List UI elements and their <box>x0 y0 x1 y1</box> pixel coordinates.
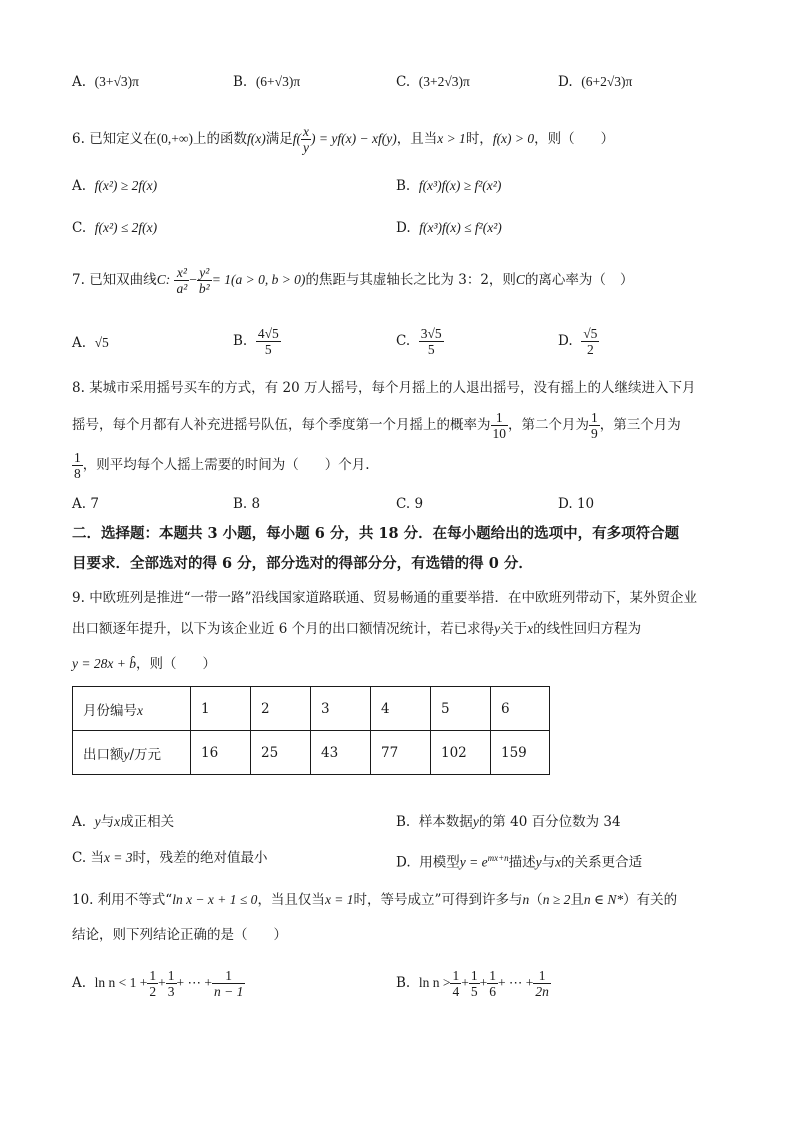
option-text: f(x³)f(x) ≤ f²(x²) <box>419 220 502 235</box>
fraction-denominator: b² <box>198 281 210 296</box>
option-key: A. <box>72 178 87 194</box>
option-text: 样本数据 <box>418 814 473 830</box>
math-cond: n ∈ N* <box>583 892 624 907</box>
math-fraction <box>491 410 509 441</box>
option-key: B. <box>396 178 411 194</box>
question-number: 9. <box>72 590 85 606</box>
math-cond: f(x) > 0 <box>492 131 535 146</box>
stem-text: ） <box>600 131 615 147</box>
math-fraction <box>487 968 498 999</box>
math-eq: y = 28x + b̂ <box>72 656 136 671</box>
math-var: x <box>555 854 562 870</box>
stem-text: ，且当 <box>396 131 438 147</box>
option-fraction <box>256 326 281 357</box>
q9-line-1 <box>72 588 697 608</box>
option-key: A. <box>72 496 87 512</box>
math-op: − <box>189 272 197 287</box>
math-fraction <box>301 124 311 155</box>
option-key: D. <box>558 496 573 512</box>
option-text: (6+√3)π <box>255 74 301 89</box>
q8-line-3 <box>72 446 370 484</box>
stem-text: 出口额逐年提升，以下为该企业近 6 个月的出口额情况统计，若已求得 <box>72 621 495 637</box>
option-key: D. <box>558 74 573 90</box>
math-var: y <box>472 814 479 829</box>
q8-option-d <box>558 494 594 514</box>
option-key: A. <box>72 74 87 90</box>
fraction-denominator: n − 1 <box>213 984 244 999</box>
q10-line-2 <box>72 925 287 945</box>
math-c: C <box>515 272 525 287</box>
stem-text: 结论，则下列结论正确的是（ <box>72 927 248 943</box>
option-key: C. <box>72 220 87 236</box>
option-text: 当 <box>90 850 104 866</box>
fraction-denominator: 4 <box>452 984 460 999</box>
option-key: C. <box>396 496 411 512</box>
table-cell: 5 <box>431 687 491 731</box>
option-key: A. <box>72 814 87 830</box>
fraction-denominator: 5 <box>264 342 272 357</box>
section-2-heading: 二．选择题：本题共 3 小题，每小题 6 分，共 18 分．在每小题给出的选项中，有多项符合题 <box>72 525 680 542</box>
stem-text: ）有关的 <box>623 892 678 908</box>
stem-text: ） <box>202 656 216 672</box>
math-cond: n ≥ 2 <box>542 892 571 907</box>
math-fraction <box>147 968 158 999</box>
q10-option-a <box>72 964 245 1002</box>
q7-option-d <box>558 322 599 360</box>
fraction-denominator: 3 <box>167 984 175 999</box>
math-fraction <box>197 265 212 296</box>
q7-stem <box>72 264 633 296</box>
table-cell: 3 <box>311 687 371 731</box>
math-fraction <box>450 968 461 999</box>
q6-option-a <box>72 176 157 196</box>
stem-text: ） <box>273 927 287 943</box>
stem-text: ，则（ <box>135 656 177 672</box>
option-text: 9 <box>414 496 424 512</box>
fraction-denominator: 5 <box>427 342 435 357</box>
fraction-denominator: 2 <box>149 984 157 999</box>
math-fraction <box>166 968 177 999</box>
q5-option-d <box>558 72 632 92</box>
math-fraction <box>212 968 245 999</box>
header-text: 出口额 <box>83 746 124 763</box>
math-ineq: ln x − x + 1 ≤ 0 <box>172 892 258 907</box>
header-text: /万元 <box>129 746 162 763</box>
option-key: B. <box>396 814 411 830</box>
math-fraction <box>72 450 83 481</box>
option-text: 与 <box>541 854 556 871</box>
table-cell: 159 <box>491 731 550 775</box>
fraction-denominator: y <box>303 140 310 155</box>
table-cell: 77 <box>371 731 431 775</box>
option-key: B. <box>233 496 248 512</box>
fraction-numerator: 3√5 <box>420 326 442 341</box>
table-cell: 6 <box>491 687 550 731</box>
stem-text: 时， <box>465 131 493 147</box>
option-text: (3+2√3)π <box>418 74 470 89</box>
q9-option-d <box>396 848 642 873</box>
stem-text: 中欧班列是推进“一带一路”沿线国家道路联通、贸易畅通的重要举措．在中欧班列带动下，某外贸企业 <box>89 590 697 606</box>
math-eq: = 1(a > 0, b > 0) <box>211 272 306 287</box>
stem-text: 已知定义在 <box>89 131 157 147</box>
fraction-numerator: √5 <box>583 326 598 341</box>
math-fraction <box>469 968 480 999</box>
math-eq: f( <box>292 131 302 146</box>
table-cell: 4 <box>371 687 431 731</box>
stem-text: 上的函数 <box>193 131 248 147</box>
fraction-numerator: 1 <box>149 968 157 983</box>
math-eq: ) = yf(x) − xf(y) <box>311 131 397 146</box>
option-fraction <box>581 326 599 357</box>
option-text: f(x²) ≤ 2f(x) <box>94 220 158 235</box>
q5-option-b <box>233 72 300 92</box>
q9-line-2 <box>72 619 641 639</box>
fraction-numerator: x² <box>174 265 189 281</box>
fraction-numerator: 4√5 <box>257 326 279 341</box>
math-var: y <box>535 854 542 870</box>
stem-text: ，当且仅当 <box>257 892 325 908</box>
q9-option-a <box>72 812 174 832</box>
fraction-numerator: 1 <box>533 968 551 984</box>
stem-text: ，第三个月为 <box>599 417 681 433</box>
q5-option-a <box>72 72 139 92</box>
option-text: 用模型 <box>419 854 460 871</box>
math-eq: x = 1 <box>324 892 354 907</box>
fraction-denominator: 5 <box>470 984 478 999</box>
option-text: √5 <box>94 335 109 350</box>
table-cell: 2 <box>251 687 311 731</box>
fraction-denominator: a² <box>176 281 188 296</box>
fraction-denominator: 6 <box>489 984 496 999</box>
q8-line-2 <box>72 406 681 444</box>
math-eq: x = 3 <box>103 850 133 865</box>
stem-text: 且 <box>570 892 584 908</box>
math-domain: (0,+∞) <box>156 131 194 146</box>
math-var: x <box>114 814 121 829</box>
q6-option-b <box>396 176 501 196</box>
export-data-table <box>72 686 550 775</box>
q8-option-a <box>72 494 99 514</box>
math-var: x <box>527 621 534 636</box>
header-var: y <box>123 746 130 762</box>
table-cell: 1 <box>191 687 251 731</box>
stem-text: 摇号，每个月都有人补充进摇号队伍，每个季度第一个月摇上的概率为 <box>72 417 491 433</box>
option-text: 7 <box>90 496 99 512</box>
q9-option-c <box>72 848 268 868</box>
math-cond: x > 1 <box>437 131 466 146</box>
fraction-numerator: 1 <box>167 968 175 983</box>
stem-text: 某城市采用摇号买车的方式，有 20 万人摇号，每个月摇上的人退出摇号，没有摇上的人继续进入下月 <box>89 380 696 396</box>
fraction-numerator: 1 <box>212 968 245 984</box>
stem-text: ）个月. <box>324 457 370 473</box>
stem-text: 已知双曲线 <box>89 272 157 288</box>
option-text: (6+2√3)π <box>581 74 633 89</box>
option-text: 描述 <box>508 854 536 871</box>
option-key: D. <box>396 220 411 236</box>
table-cell: 102 <box>431 731 491 775</box>
math-var: y <box>94 814 101 829</box>
option-text: 10 <box>576 496 595 512</box>
q9-line-3 <box>72 654 216 674</box>
table-cell: 25 <box>251 731 311 775</box>
math-exponent: mx+n <box>487 853 509 863</box>
math-op: + ⋯ + <box>497 975 534 990</box>
option-key: D. <box>396 854 411 871</box>
option-key: C. <box>396 74 411 90</box>
fraction-numerator: 1 <box>491 410 509 426</box>
option-key: B. <box>233 74 248 90</box>
math-op: + <box>479 975 488 990</box>
stem-text: 时，等号成立”可得到许多与 <box>353 892 523 908</box>
math-fx: f(x) <box>247 131 266 146</box>
math-lead: ln n < 1 + <box>94 975 148 990</box>
stem-text: ） <box>619 272 634 288</box>
stem-text: 的离心率为（ <box>524 272 606 288</box>
fraction-numerator: y² <box>197 265 212 281</box>
math-eq: y = e <box>459 854 488 870</box>
option-text: 时，残差的绝对值最小 <box>132 850 268 866</box>
option-text: (3+√3)π <box>94 74 139 89</box>
question-number: 6. <box>72 131 85 147</box>
fraction-denominator: 2 <box>586 342 594 357</box>
fraction-numerator: 1 <box>452 968 460 983</box>
fraction-denominator: 10 <box>492 426 506 441</box>
q10-line-1 <box>72 890 677 910</box>
math-fraction <box>589 410 600 441</box>
option-key: B. <box>396 975 411 991</box>
option-key: C. <box>396 333 411 349</box>
q6-option-d <box>396 218 502 238</box>
header-var: x <box>137 702 143 718</box>
option-key: A. <box>72 335 87 351</box>
fraction-denominator: 9 <box>591 426 598 441</box>
question-number: 7. <box>72 272 85 288</box>
question-number: 8. <box>72 380 85 396</box>
fraction-denominator: 2n <box>535 984 549 999</box>
fraction-denominator: 8 <box>74 466 81 481</box>
math-fraction <box>533 968 551 999</box>
option-text: 成正相关 <box>120 814 175 830</box>
stem-text: 的焦距与其虚轴长之比为 3：2，则 <box>305 272 516 288</box>
fraction-numerator: 1 <box>489 968 496 983</box>
table-row <box>73 731 550 775</box>
option-fraction <box>419 326 444 357</box>
fraction-numerator: x <box>303 124 310 139</box>
fraction-numerator: 1 <box>74 450 81 465</box>
stem-text: （ <box>529 892 543 908</box>
option-key: B. <box>233 333 248 349</box>
option-key: A. <box>72 975 87 991</box>
q6-stem <box>72 124 614 155</box>
option-text: f(x²) ≥ 2f(x) <box>94 178 158 193</box>
fraction-numerator: 1 <box>591 410 598 425</box>
q6-option-c <box>72 218 157 238</box>
q8-option-b <box>233 494 260 514</box>
fraction-numerator: 1 <box>470 968 478 983</box>
option-text: 的第 40 百分位数为 34 <box>478 814 621 830</box>
table-cell: 16 <box>191 731 251 775</box>
q8-option-c <box>396 494 423 514</box>
math-op: + <box>461 975 469 990</box>
option-text: f(x³)f(x) ≥ f²(x²) <box>418 178 502 193</box>
table-header-cell <box>73 731 191 775</box>
table-row <box>73 687 550 731</box>
math-op: + <box>158 975 166 990</box>
option-text: 的关系更合适 <box>561 854 643 871</box>
q8-line-1 <box>72 378 695 398</box>
math-c: C: <box>156 272 171 287</box>
stem-text: 关于 <box>500 621 528 637</box>
stem-text: ，则（ <box>534 131 575 147</box>
option-text: 8 <box>251 496 261 512</box>
stem-text: 满足 <box>265 131 293 147</box>
q7-option-b <box>233 322 281 360</box>
math-op: + ⋯ + <box>176 975 212 990</box>
math-var: n <box>522 892 530 907</box>
q7-option-c <box>396 322 444 360</box>
stem-text: ，第二个月为 <box>508 417 589 433</box>
option-text: 与 <box>100 814 115 830</box>
stem-text: ，则平均每个人摇上需要的时间为（ <box>82 457 299 473</box>
math-var: y <box>494 621 501 636</box>
option-key: C. <box>72 850 87 866</box>
stem-text: 利用不等式“ <box>97 892 173 908</box>
q5-option-c <box>396 72 470 92</box>
table-cell: 43 <box>311 731 371 775</box>
q10-option-b <box>396 964 551 1002</box>
header-text: 月份编号 <box>83 702 137 719</box>
math-lead: ln n > <box>418 975 451 990</box>
math-fraction <box>174 265 189 296</box>
q7-option-a <box>72 326 109 360</box>
question-number: 10. <box>72 892 94 908</box>
option-key: D. <box>558 333 573 349</box>
stem-text: 的线性回归方程为 <box>533 621 642 637</box>
table-header-cell <box>73 687 191 731</box>
section-2-heading-cont: 目要求．全部选对的得 6 分，部分选对的得部分分，有选错的得 0 分． <box>72 555 533 572</box>
q9-option-b <box>396 812 621 832</box>
